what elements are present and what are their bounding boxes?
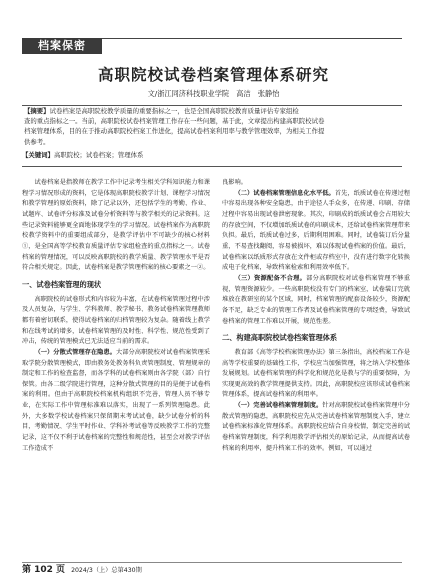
body-paragraph: 良影响。 bbox=[222, 179, 247, 186]
abstract-text: 试卷档案是高职院校教学质量的重要指标之一，也是全国高职院校教育质量评估专家组检 bbox=[49, 107, 299, 115]
abstract-line: 供参考。 bbox=[24, 137, 50, 146]
right-column bbox=[222, 178, 410, 454]
page-number: 第 102 页 bbox=[22, 565, 66, 575]
body-paragraph: 试卷档案是指教师在教学工作中记录考生相关学科知识能力和课程学习情况形成的资料，它是体现高职院校教学计划、课程学习情况和教学管理的原始资料，除了记录以外，还包括学生的考勤、作业、试题库、试卷评分标准及试卷分析资料等与教学相关的记录资料。这些记录资料能够更全面地体现学生的学习情况。试卷档案作为高职院校教学资料中的重要组成部分，是教学评估中不可缺少的核心材料①，是全国高等学校教育质量评估专家组检查的重点指标之一。试卷档案的管理情况，可以反映高职院校的教学质量、教学管理水平是否符合相关规定。因此，试卷档案是教学管理档案的核心要素之一②。 bbox=[22, 179, 210, 272]
body-paragraph bbox=[222, 274, 410, 327]
issue-info: 2024/3（上）总第430期 bbox=[71, 567, 142, 574]
section-heading: 一、试卷档案管理的现状 bbox=[22, 279, 102, 289]
subheading: （一）分散式管理存在隐患。 bbox=[34, 348, 116, 356]
left-column bbox=[22, 178, 210, 454]
keywords-line bbox=[22, 150, 402, 160]
body-paragraph bbox=[222, 401, 410, 454]
section-heading: 二、构建高职院校试卷档案管理体系 bbox=[222, 333, 338, 343]
article-title: 高职院校试卷档案管理体系研究 bbox=[97, 65, 329, 84]
section-tab: 档案保密 bbox=[22, 38, 102, 54]
subheading: （三）资源配备不合理。 bbox=[234, 274, 307, 282]
body-paragraph bbox=[22, 348, 210, 455]
subheading-text: 首先，纸质试卷在传递过程中容易出现各种安全隐患，由于途径人手众多，在传递、印刷、存储过程中容易出现试卷泄密现象。其次，印刷成的纸质试卷会占用较大的存放空间，不仅增加纸质试卷的印刷成本，还给试卷档案管理带来负担。最后，纸质试卷过多，后期利用困难。同时，试卷装订后分量重，不易查找翻阅，容易被损坏，难以体现试卷档案的价值。最后，试卷档案以纸质形式存放在文件柜或存档室中，没有进行数字化转换成电子化档案，导致档案检索和利用效率低下。 bbox=[222, 189, 410, 272]
subheading: （一）完善试卷档案管理制度。 bbox=[234, 402, 323, 410]
body-paragraph bbox=[222, 189, 410, 274]
author-line: 文/浙江同济科技职业学院 高洁 张静怡 bbox=[147, 89, 280, 98]
page-footer bbox=[22, 562, 402, 577]
abstract-line: 查的重点指标之一。当前，高职院校试卷档案管理工作存在一些问题，基于此，文章提出构建高职院校试卷 bbox=[24, 117, 325, 126]
subheading: （二）试卷档案管理信息化水平低。 bbox=[234, 189, 335, 197]
keywords-text: 高职院校；试卷档案；管理体系 bbox=[53, 151, 144, 159]
subheading-text: 部分高职院校对试卷档案管理不够重视，管理资源较少。一些高职院校没有专门的档案室，试卷装订完就堆放在教研室的某个区域，同时，档案管理的配套设备较少，资源配备不足，缺乏专业的管理工作者及试卷档案管理的专项经费，导致试卷档案的管理工作难以开展，规范性差。 bbox=[222, 274, 411, 325]
abstract-line: 档案管理体系，目的在于推动高职院校档案工作进化，提高试卷档案利用率与教学管理效率，为相关工作提 bbox=[24, 127, 325, 136]
subheading-text: 大部分高职院校对试卷档案管理采取学院分散管理模式，即由教务处教务科负责管理制度、管理规章的制定和工作的检查监督，而各学科的试卷档案则由各学院（部）自行保管。由各二级学院进行管理，这种分散式管理的目的是便于试卷档案的利用。但由于高职院校档案机构组织不完善，管理人员不够专业，在实际工作中管理标准难以落实，出现了一系列管理隐患。此外，大多数学校试卷档案只保留期末考试试卷，缺少试卷分析的科目，考勤情况、学生平时作业、学科补考试卷等反映教学工作的完整记录，这不仅不利于试卷档案的完整性和规范性，甚至会对教学评估工作造成不 bbox=[22, 348, 211, 452]
subheading-text: 针对高职院校试卷档案管理中分散式管理的隐患，高职院校应先从完善试卷档案管理制度入手，建立试卷档案标准化管理体系。高职院校应结合自身校情，制定完善的试卷档案管理制度，科学利用教学评估相关的原始记录，从而提高试卷档案的利用率，提升档案工作的效率。例如，可以通过 bbox=[222, 402, 411, 452]
abstract-label: 【摘要】 bbox=[24, 107, 50, 115]
body-paragraph: 教育部《高等学校档案管理办法》第三条指出，高校档案工作是高等学校重要的基础性工作，学校应当加强管理，将之纳入学校整体发展规划。试卷档案管理的科学化和规范化是教与学的重要保障，为实现更高效的教学管理提供支持。因此，高职院校应该形成试卷档案管理体系，提高试卷档案的利用率。 bbox=[222, 348, 410, 399]
keywords-label: 【关键词】 bbox=[22, 151, 54, 159]
abstract-line bbox=[22, 106, 402, 116]
body-paragraph: 高职院校的试卷形式和内容较为丰富，在试卷档案管理过程中涉及人员复杂，与学生、学科教师、教学秘书、教务试卷档案管理教师都有着密切联系，使得试卷档案的归档管理较为复杂。随着线上教学和在线考试的增多，试卷档案管理的及时性、科学性、规范性受到了冲击，传统的管理模式已无法适应当前的需求。 bbox=[22, 295, 210, 346]
